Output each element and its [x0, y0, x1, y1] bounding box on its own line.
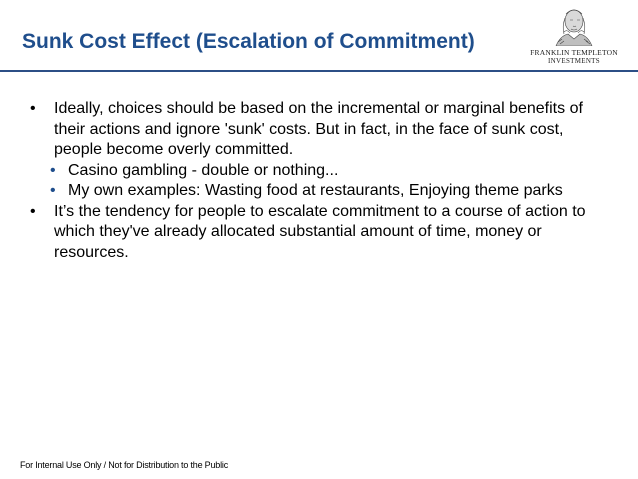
footer-disclaimer: For Internal Use Only / Not for Distribution to the Public [20, 460, 228, 470]
bullet-marker: • [30, 100, 36, 117]
sub-bullet-marker: • [50, 161, 56, 179]
sub-bullet-text: My own examples: Wasting food at restaurants, Enjoying theme parks [68, 182, 563, 199]
sub-bullet-marker: • [50, 182, 56, 199]
sub-bullet-text: Casino gambling - double or nothing... [68, 161, 339, 179]
bullet-marker: • [30, 202, 36, 220]
bullet-item [30, 202, 600, 264]
title-divider [0, 70, 638, 72]
sub-bullet-item [30, 181, 600, 202]
bullet-item [30, 99, 600, 161]
benjamin-franklin-portrait-icon [548, 6, 600, 46]
slide-body [30, 99, 600, 263]
sub-bullet-item [30, 161, 600, 182]
slide-title: Sunk Cost Effect (Escalation of Commitment) [22, 30, 475, 53]
bullet-text: Ideally, choices should be based on the incremental or marginal benefits of their actions and ignore 'sunk' costs. But in fact, in the face of sunk cost, people become overly committed. [54, 100, 583, 158]
logo-line-1: FRANKLIN TEMPLETON [530, 48, 618, 57]
franklin-templeton-logo [520, 6, 628, 66]
bullet-text: It’s the tendency for people to escalate commitment to a course of action to which they've already allocated substantial amount of time, money or resources. [54, 202, 586, 261]
logo-line-2: INVESTMENTS [548, 57, 600, 65]
